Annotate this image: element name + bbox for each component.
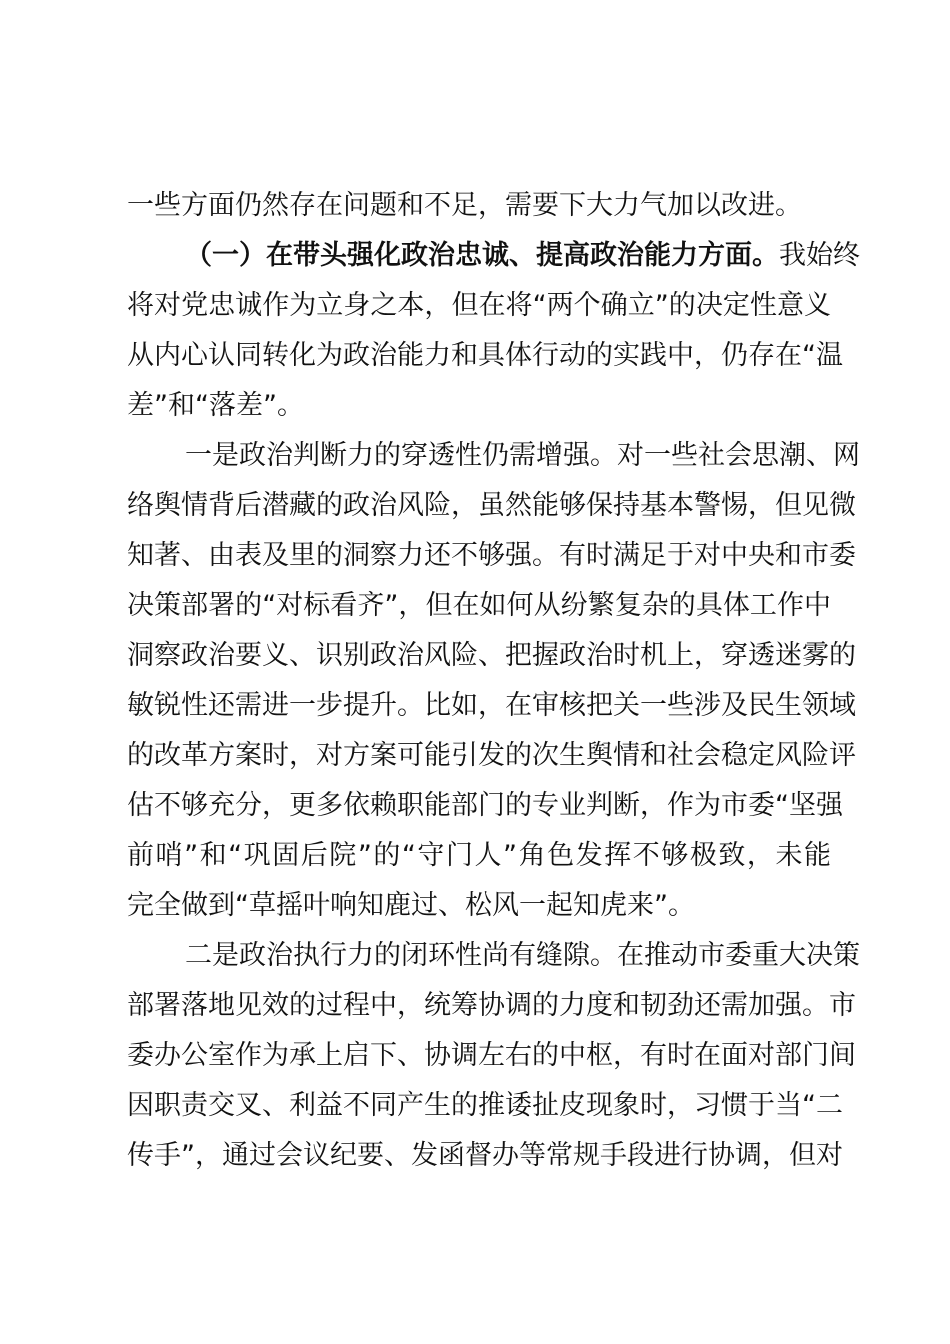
document-page bbox=[127, 184, 860, 1184]
text-line: 部署落地见效的过程中，统筹协调的力度和韧劲还需加强。市 bbox=[127, 990, 856, 1021]
text-line: 因职责交叉、利益不同产生的推诿扯皮现象时，习惯于当“二 bbox=[127, 1090, 843, 1121]
text-line: 一些方面仍然存在问题和不足，需要下大力气加以改进。 bbox=[127, 190, 802, 221]
text-line: 一是政治判断力的穿透性仍需增强。对一些社会思潮、网 bbox=[185, 440, 860, 471]
text-fragment: 我始终 bbox=[779, 240, 860, 271]
text-line: 知著、由表及里的洞察力还不够强。有时满足于对中央和市委 bbox=[127, 540, 856, 571]
text-line: 差”和“落差”。 bbox=[127, 390, 304, 421]
section-heading: （一）在带头强化政治忠诚、提高政治能力方面。 bbox=[185, 240, 779, 271]
text-line: 委办公室作为承上启下、协调左右的中枢，有时在面对部门间 bbox=[127, 1040, 856, 1071]
text-line: 络舆情背后潜藏的政治风险，虽然能够保持基本警惕，但见微 bbox=[127, 490, 856, 521]
text-line: 敏锐性还需进一步提升。比如，在审核把关一些涉及民生领域 bbox=[127, 690, 856, 721]
text-line: 洞察政治要义、识别政治风险、把握政治时机上，穿透迷雾的 bbox=[127, 640, 856, 671]
section-heading-line bbox=[127, 234, 860, 284]
text-line: 从内心认同转化为政治能力和具体行动的实践中，仍存在“温 bbox=[127, 340, 843, 371]
text-line: 传手”，通过会议纪要、发函督办等常规手段进行协调，但对 bbox=[127, 1140, 843, 1171]
text-line: 前哨”和“巩固后院”的“守门人”角色发挥不够极致，未能 bbox=[127, 840, 831, 871]
text-line: 完全做到“草摇叶响知鹿过、松风一起知虎来”。 bbox=[127, 890, 695, 921]
text-line: 决策部署的“对标看齐”，但在如何从纷繁复杂的具体工作中 bbox=[127, 590, 831, 621]
text-line: 二是政治执行力的闭环性尚有缝隙。在推动市委重大决策 bbox=[185, 940, 860, 971]
text-line: 的改革方案时，对方案可能引发的次生舆情和社会稳定风险评 bbox=[127, 740, 856, 771]
text-line: 估不够充分，更多依赖职能部门的专业判断，作为市委“坚强 bbox=[127, 790, 843, 821]
text-line: 将对党忠诚作为立身之本，但在将“两个确立”的决定性意义 bbox=[127, 290, 831, 321]
